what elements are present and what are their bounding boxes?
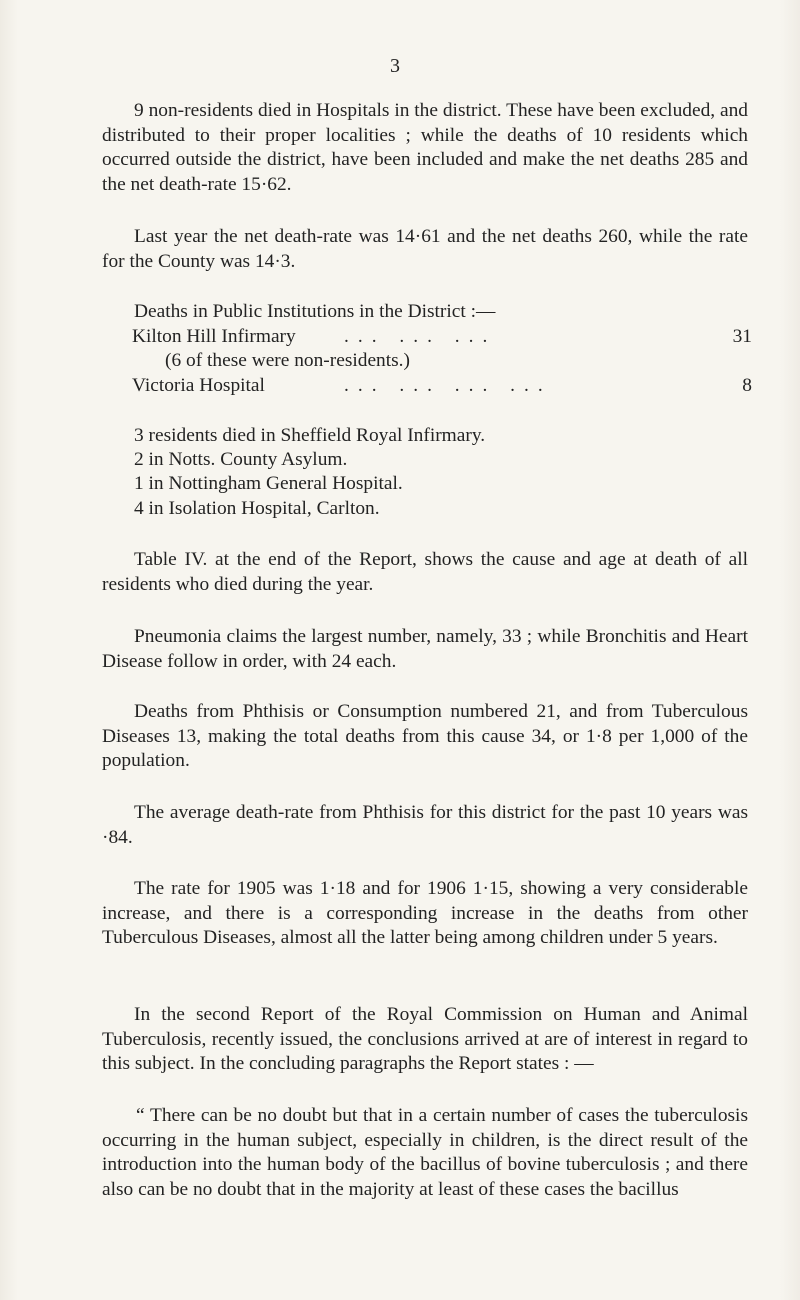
leader-dots: ... ... ... ...	[344, 375, 552, 396]
paragraph-text: Table IV. at the end of the Report, shows the cause and age at death of all residents who died during the year.	[102, 549, 748, 595]
paragraph-hospital-deaths	[102, 99, 748, 197]
list-item: 3 residents died in Sheffield Royal Infirmary.	[134, 425, 486, 446]
paragraph-last-year	[102, 225, 748, 274]
institution-count: 31	[732, 326, 752, 347]
paragraph-phthisis	[102, 700, 748, 774]
paragraph-average-rate	[102, 801, 748, 850]
paragraph-text: The average death-rate from Phthisis for this district for the past 10 years was ·84.	[102, 802, 748, 848]
institution-count: 8	[742, 375, 752, 396]
leader-dots: ... ... ...	[344, 326, 497, 347]
list-item: 4 in Isolation Hospital, Carlton.	[134, 498, 380, 519]
paragraph-text: Deaths from Phthisis or Consumption numbered 21, and from Tuberculous Diseases 13, making the total deaths from this cause 34, or 1·8 per 1,000 of the population.	[102, 701, 748, 771]
paragraph-text: Pneumonia claims the largest number, namely, 33 ; while Bronchitis and Heart Disease follow in order, with 24 each.	[102, 626, 748, 672]
paragraph-text: “ There can be no doubt but that in a certain number of cases the tuberculosis occurring in the human subject, especially in children, is the direct result of the introduction into the human body of the bacillus of bovine tuberculosis ; and there also can be no doubt that in the majority at least of these cases the bacillus	[102, 1105, 748, 1200]
institution-name: Victoria Hospital	[132, 375, 265, 396]
list-item: 2 in Notts. County Asylum.	[134, 449, 348, 470]
paragraph-table-iv	[102, 548, 748, 597]
paragraph-text: The rate for 1905 was 1·18 and for 1906 1·15, showing a very considerable increase, and there is a corresponding increase in the deaths from other Tuberculous Diseases, almost all the latter being among children under 5 years.	[102, 878, 748, 948]
paragraph-text: Deaths in Public Institutions in the District :—	[134, 301, 496, 322]
institution-name: Kilton Hill Infirmary	[132, 326, 296, 347]
paragraph-institutions-heading	[102, 300, 748, 325]
paragraph-rate-increase	[102, 877, 748, 951]
paragraph-quotation	[102, 1104, 748, 1202]
paragraph-pneumonia	[102, 625, 748, 674]
list-item: 1 in Nottingham General Hospital.	[134, 473, 403, 494]
paragraph-royal-commission	[102, 1003, 748, 1077]
paragraph-text: 9 non-residents died in Hospitals in the district. These have been excluded, and distributed to their proper localities ; while the deaths of 10 residents which occurred outside the district, have been included and make the net deaths 285 and the net death-rate 15·62.	[102, 100, 748, 195]
paragraph-text: In the second Report of the Royal Commission on Human and Animal Tuberculosis, recently issued, the conclusions arrived at are of interest in regard to this subject. In the concluding paragraphs the Report states : —	[102, 1004, 748, 1074]
page-number: 3	[390, 55, 400, 77]
paragraph-text: Last year the net death-rate was 14·61 and the net deaths 260, while the rate for the County was 14·3.	[102, 226, 748, 272]
institution-note: (6 of these were non-residents.)	[165, 350, 410, 371]
